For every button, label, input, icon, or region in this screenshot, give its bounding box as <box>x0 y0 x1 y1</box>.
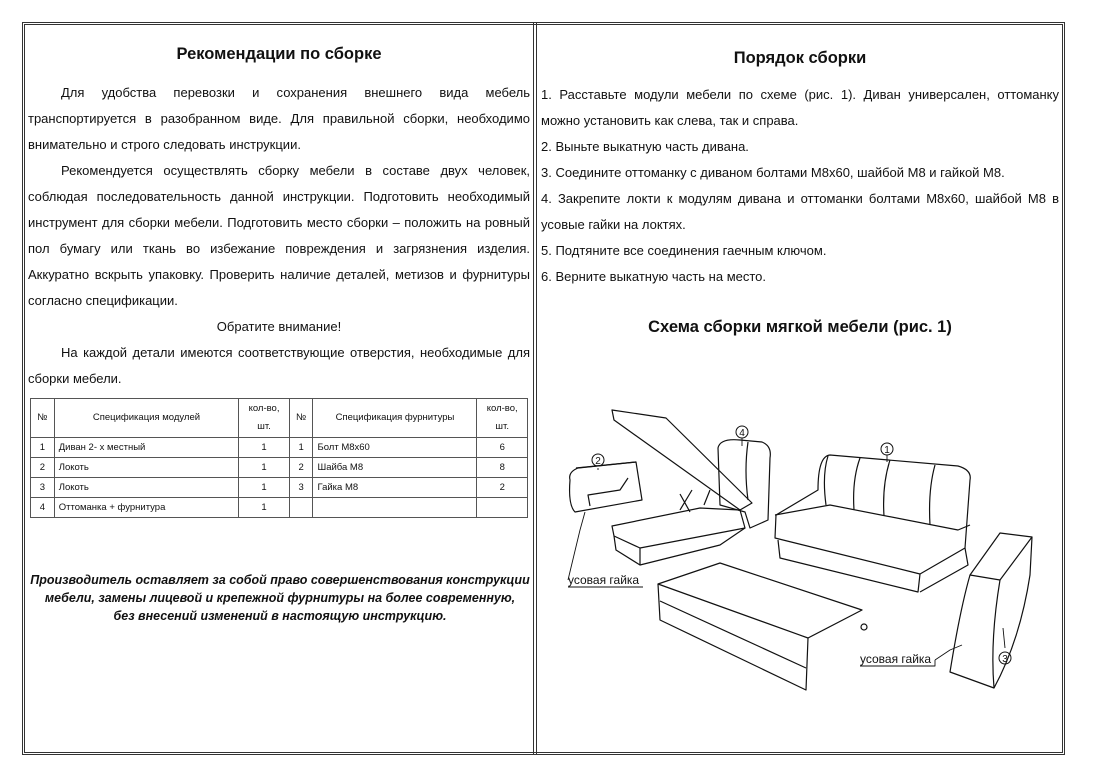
row-module: Локоть <box>54 478 239 498</box>
ottoman-drawing <box>612 410 752 565</box>
note-line: без внесений изменений в настоящую инструкцию. <box>113 609 447 623</box>
row-module: Диван 2- х местный <box>54 438 239 458</box>
row-qty: 1 <box>239 498 290 518</box>
header-num2: № <box>289 399 313 438</box>
recommendation-paragraph: Рекомендуется осуществлять сборку мебели в составе двух человек, соблюдая последовательность данной инструкции. Подготовить необходимый инструмент для сборки мебели. Подготовить место сборки – положить на ровный пол бумагу или ткань во избежание повреждения и загрязнения изделия. Аккуратно вскрыть упаковку. Проверить наличие деталей, метизов и фурнитуры согласно спецификации. <box>28 163 530 308</box>
step-item: 1. Расставьте модули мебели по схеме (рис. 1). Диван универсален, оттоманку можно установить как слева, так и справа. <box>541 87 1059 128</box>
row-num2 <box>289 498 313 518</box>
step-item: 6. Верните выкатную часть на место. <box>541 269 767 284</box>
header-qty: кол-во, шт. <box>239 399 290 438</box>
row-num: 4 <box>31 498 55 518</box>
table-header-row <box>31 399 528 438</box>
step-item: 4. Закрепите локти к модулям дивана и оттоманки болтами М8х60, шайбой М8 в усовые гайки на локтях. <box>541 191 1059 232</box>
assembly-recommendations-panel <box>28 25 530 518</box>
manufacturer-note <box>30 571 530 625</box>
callout-4 <box>736 426 748 439</box>
callout-3 <box>999 652 1011 665</box>
header-modules: Спецификация модулей <box>54 399 239 438</box>
step-item: 3. Соедините оттоманку с диваном болтами М8х60, шайбой М8 и гайкой М8. <box>541 165 1005 180</box>
note-line: мебели, замены лицевой и крепежной фурнитуры на более современную, <box>44 591 516 605</box>
row-qty2 <box>477 498 528 518</box>
intro-paragraph: Для удобства перевозки и сохранения внешнего вида мебель транспортируется в разобранном виде. Для правильной сборки, необходимо внимательно и строго следовать инструкции. <box>28 85 530 152</box>
step-item: 2. Выньте выкатную часть дивана. <box>541 139 749 154</box>
row-num: 1 <box>31 438 55 458</box>
armrest-4-drawing <box>718 440 770 528</box>
header-num: № <box>31 399 55 438</box>
header-qty2: кол-во, шт. <box>477 399 528 438</box>
assembly-order-title: Порядок сборки <box>733 49 867 67</box>
armrest-3-drawing <box>950 533 1032 688</box>
assembly-diagram <box>550 400 1060 700</box>
row-num: 3 <box>31 478 55 498</box>
row-qty2: 8 <box>477 458 528 478</box>
row-num: 2 <box>31 458 55 478</box>
svg-text:4: 4 <box>739 428 745 439</box>
attention-heading: Обратите внимание! <box>216 319 342 334</box>
row-module: Оттоманка + фурнитура <box>54 498 239 518</box>
row-qty2: 2 <box>477 478 528 498</box>
schema-title: Схема сборки мягкой мебели (рис. 1) <box>648 318 952 336</box>
row-qty: 1 <box>239 438 290 458</box>
table-row <box>31 478 528 498</box>
specification-table <box>30 398 528 518</box>
nut-label-left: усовая гайка <box>568 573 640 587</box>
leader-lines <box>568 438 1005 660</box>
row-num2: 2 <box>289 458 313 478</box>
pullout-drawing <box>658 563 867 690</box>
row-qty: 1 <box>239 478 290 498</box>
row-hardware: Болт М8х60 <box>313 438 477 458</box>
nut-label-right: усовая гайка <box>860 652 932 666</box>
steps-list <box>541 82 1059 290</box>
row-num2: 3 <box>289 478 313 498</box>
row-num2: 1 <box>289 438 313 458</box>
step-item: 5. Подтяните все соединения гаечным ключом. <box>541 243 827 258</box>
table-row <box>31 498 528 518</box>
row-hardware: Гайка М8 <box>313 478 477 498</box>
recommendations-title: Рекомендации по сборке <box>176 45 382 63</box>
row-qty2: 6 <box>477 438 528 458</box>
assembly-order-panel <box>541 25 1059 351</box>
holes-paragraph: На каждой детали имеются соответствующие отверстия, необходимые для сборки мебели. <box>28 345 530 386</box>
row-hardware <box>313 498 477 518</box>
note-line: Производитель оставляет за собой право совершенствования конструкции <box>30 573 530 587</box>
sofa-drawing <box>775 455 970 592</box>
armrest-2-drawing <box>570 462 642 512</box>
svg-text:3: 3 <box>1002 654 1008 665</box>
svg-text:2: 2 <box>595 456 601 467</box>
table-row <box>31 458 528 478</box>
svg-text:1: 1 <box>884 445 890 456</box>
column-divider <box>533 22 537 755</box>
row-module: Локоть <box>54 458 239 478</box>
header-hardware: Спецификация фурнитуры <box>313 399 477 438</box>
row-qty: 1 <box>239 458 290 478</box>
table-row <box>31 438 528 458</box>
callout-1 <box>881 443 893 456</box>
row-hardware: Шайба М8 <box>313 458 477 478</box>
